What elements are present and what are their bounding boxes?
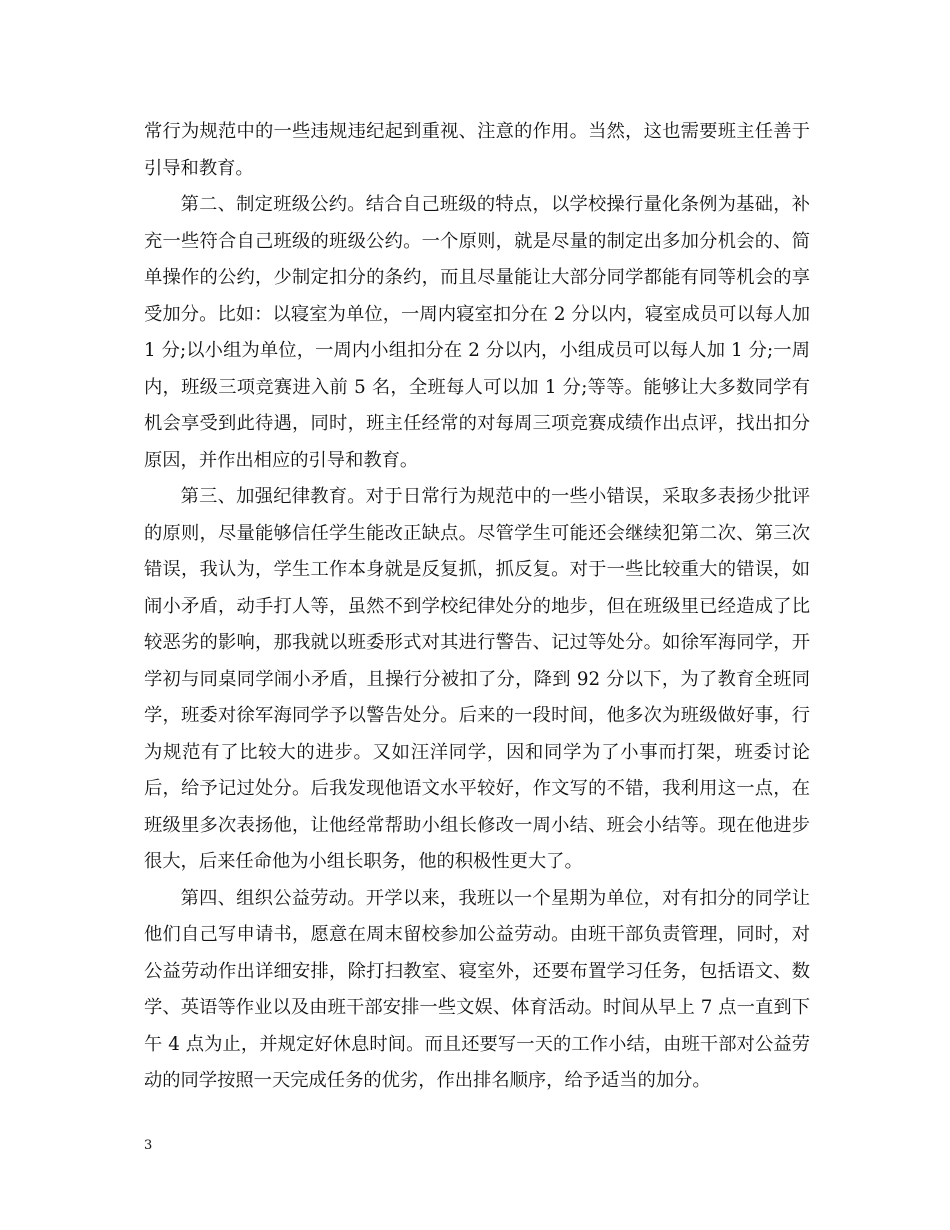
paragraph-continuation: 常行为规范中的一些违规违纪起到重视、注意的作用。当然，这也需要班主任善于引导和教育。 xyxy=(144,121,810,179)
paragraph-public-labor: 第四、组织公益劳动。开学以来，我班以一个星期为单位，对有扣分的同学让他们自己写申请书，愿意在周末留校参加公益劳动。由班干部负责管理，同时，对公益劳动作出详细安排，除打扫教室、寝室外，还要布置学习任务，包括语文、数学、英语等作业以及由班干部安排一些文娱、体育活动。时间从早上 7 点一直到下午 4 点为止，并规定好休息时间。而且还要写一天的工作小结，由班干部对公益劳动的同学按照一天完成任务的优劣，作出排名顺序，给予适当的加分。 xyxy=(144,887,810,1091)
paragraph-class-convention: 第二、制定班级公约。结合自己班级的特点，以学校操行量化条例为基础，补充一些符合自己班级的班级公约。一个原则，就是尽量的制定出多加分机会的、简单操作的公约，少制定扣分的条约，而且尽量能让大部分同学都能有同等机会的享受加分。比如：以寝室为单位，一周内寝室扣分在 2 分以内，寝室成员可以每人加 1 分;以小组为单位，一周内小组扣分在 2 分以内，小组成员可以每人加 1 分;一周内，班级三项竞赛进入前 5 名，全班每人可以加 1 分;等等。能够让大多数同学有机会享受到此待遇，同时，班主任经常的对每周三项竞赛成绩作出点评，找出扣分原因，并作出相应的引导和教育。 xyxy=(144,194,810,471)
page-number: 3 xyxy=(144,1138,153,1153)
document-body xyxy=(144,114,810,1100)
paragraph-discipline-education: 第三、加强纪律教育。对于日常行为规范中的一些小错误，采取多表扬少批评的原则，尽量能够信任学生能改正缺点。尽管学生可能还会继续犯第二次、第三次错误，我认为，学生工作本身就是反复抓，抓反复。对于一些比较重大的错误，如闹小矛盾，动手打人等，虽然不到学校纪律处分的地步，但在班级里已经造成了比较恶劣的影响，那我就以班委形式对其进行警告、记过等处分。如徐军海同学，开学初与同桌同学闹小矛盾，且操行分被扣了分，降到 92 分以下，为了教育全班同学，班委对徐军海同学予以警告处分。后来的一段时间，他多次为班级做好事，行为规范有了比较大的进步。又如汪洋同学，因和同学为了小事而打架，班委讨论后，给予记过处分。后我发现他语文水平较好，作文写的不错，我利用这一点，在班级里多次表扬他，让他经常帮助小组长修改一周小结、班会小结等。现在他进步很大，后来任命他为小组长职务，他的积极性更大了。 xyxy=(144,486,810,872)
